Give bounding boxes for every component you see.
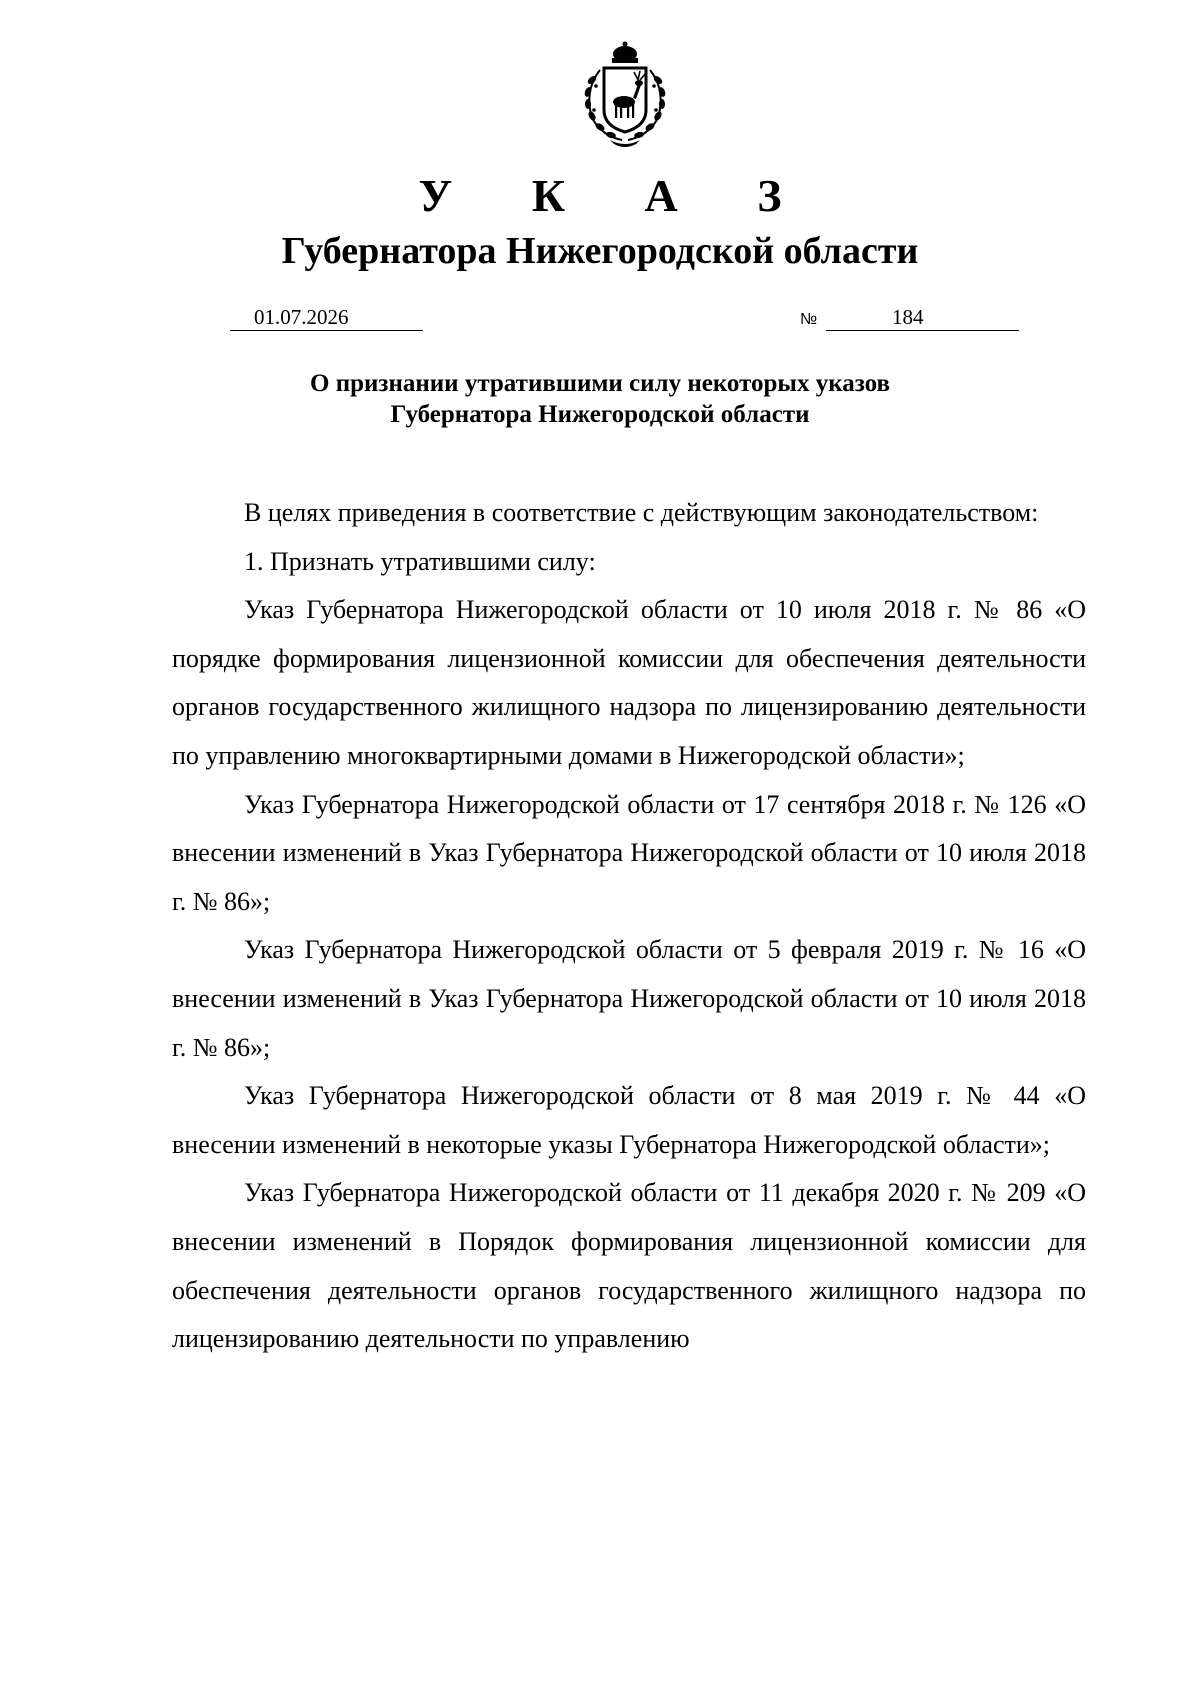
- paragraph-decree-44: Указ Губернатора Нижегородской области от 8 мая 2019 г. № 44 «О внесении изменений в некоторые указы Губернатора Нижегородской области»;: [172, 1081, 1086, 1159]
- paragraph-decree-209: Указ Губернатора Нижегородской области от 11 декабря 2020 г. № 209 «О внесении изменений в Порядок формирования лицензионной комиссии для обеспечения деятельности органов государственного жилищного надзора по лицензированию деятельности по управлению: [172, 1178, 1086, 1354]
- document-body: [172, 489, 1086, 1364]
- number-label: №: [800, 311, 818, 328]
- document-issuer-heading: Губернатора Нижегородской области: [281, 230, 919, 272]
- document-meta-row: [0, 304, 1200, 340]
- paragraph-decree-16: Указ Губернатора Нижегородской области от 5 февраля 2019 г. № 16 «О внесении изменений в Указ Губернатора Нижегородской области от 10 июля 2018 г. № 86»;: [172, 935, 1086, 1062]
- document-type-heading: У К А З: [418, 170, 816, 221]
- subject-line-1: О признании утратившими силу некоторых указов: [310, 370, 890, 397]
- document-number: 184: [826, 304, 1019, 331]
- subject-line-2: Губернатора Нижегородской области: [390, 401, 810, 428]
- paragraph-decree-126: Указ Губернатора Нижегородской области от 17 сентября 2018 г. № 126 «О внесении изменений в Указ Губернатора Нижегородской области от 10 июля 2018 г. № 86»;: [172, 789, 1086, 916]
- document-date: 01.07.2026: [230, 304, 423, 331]
- document-subject: [0, 368, 1200, 430]
- paragraph-item-1: 1. Признать утратившими силу:: [244, 546, 596, 576]
- paragraph-decree-86: Указ Губернатора Нижегородской области от 10 июля 2018 г. № 86 «О порядке формирования лицензионной комиссии для обеспечения деятельности органов государственного жилищного надзора по лицензированию деятельности по управлению многоквартирными домами в Нижегородской области»;: [172, 595, 1086, 770]
- coat-of-arms-icon: [566, 40, 684, 150]
- paragraph-preamble: В целях приведения в соответствие с действующим законодательством:: [244, 498, 1039, 527]
